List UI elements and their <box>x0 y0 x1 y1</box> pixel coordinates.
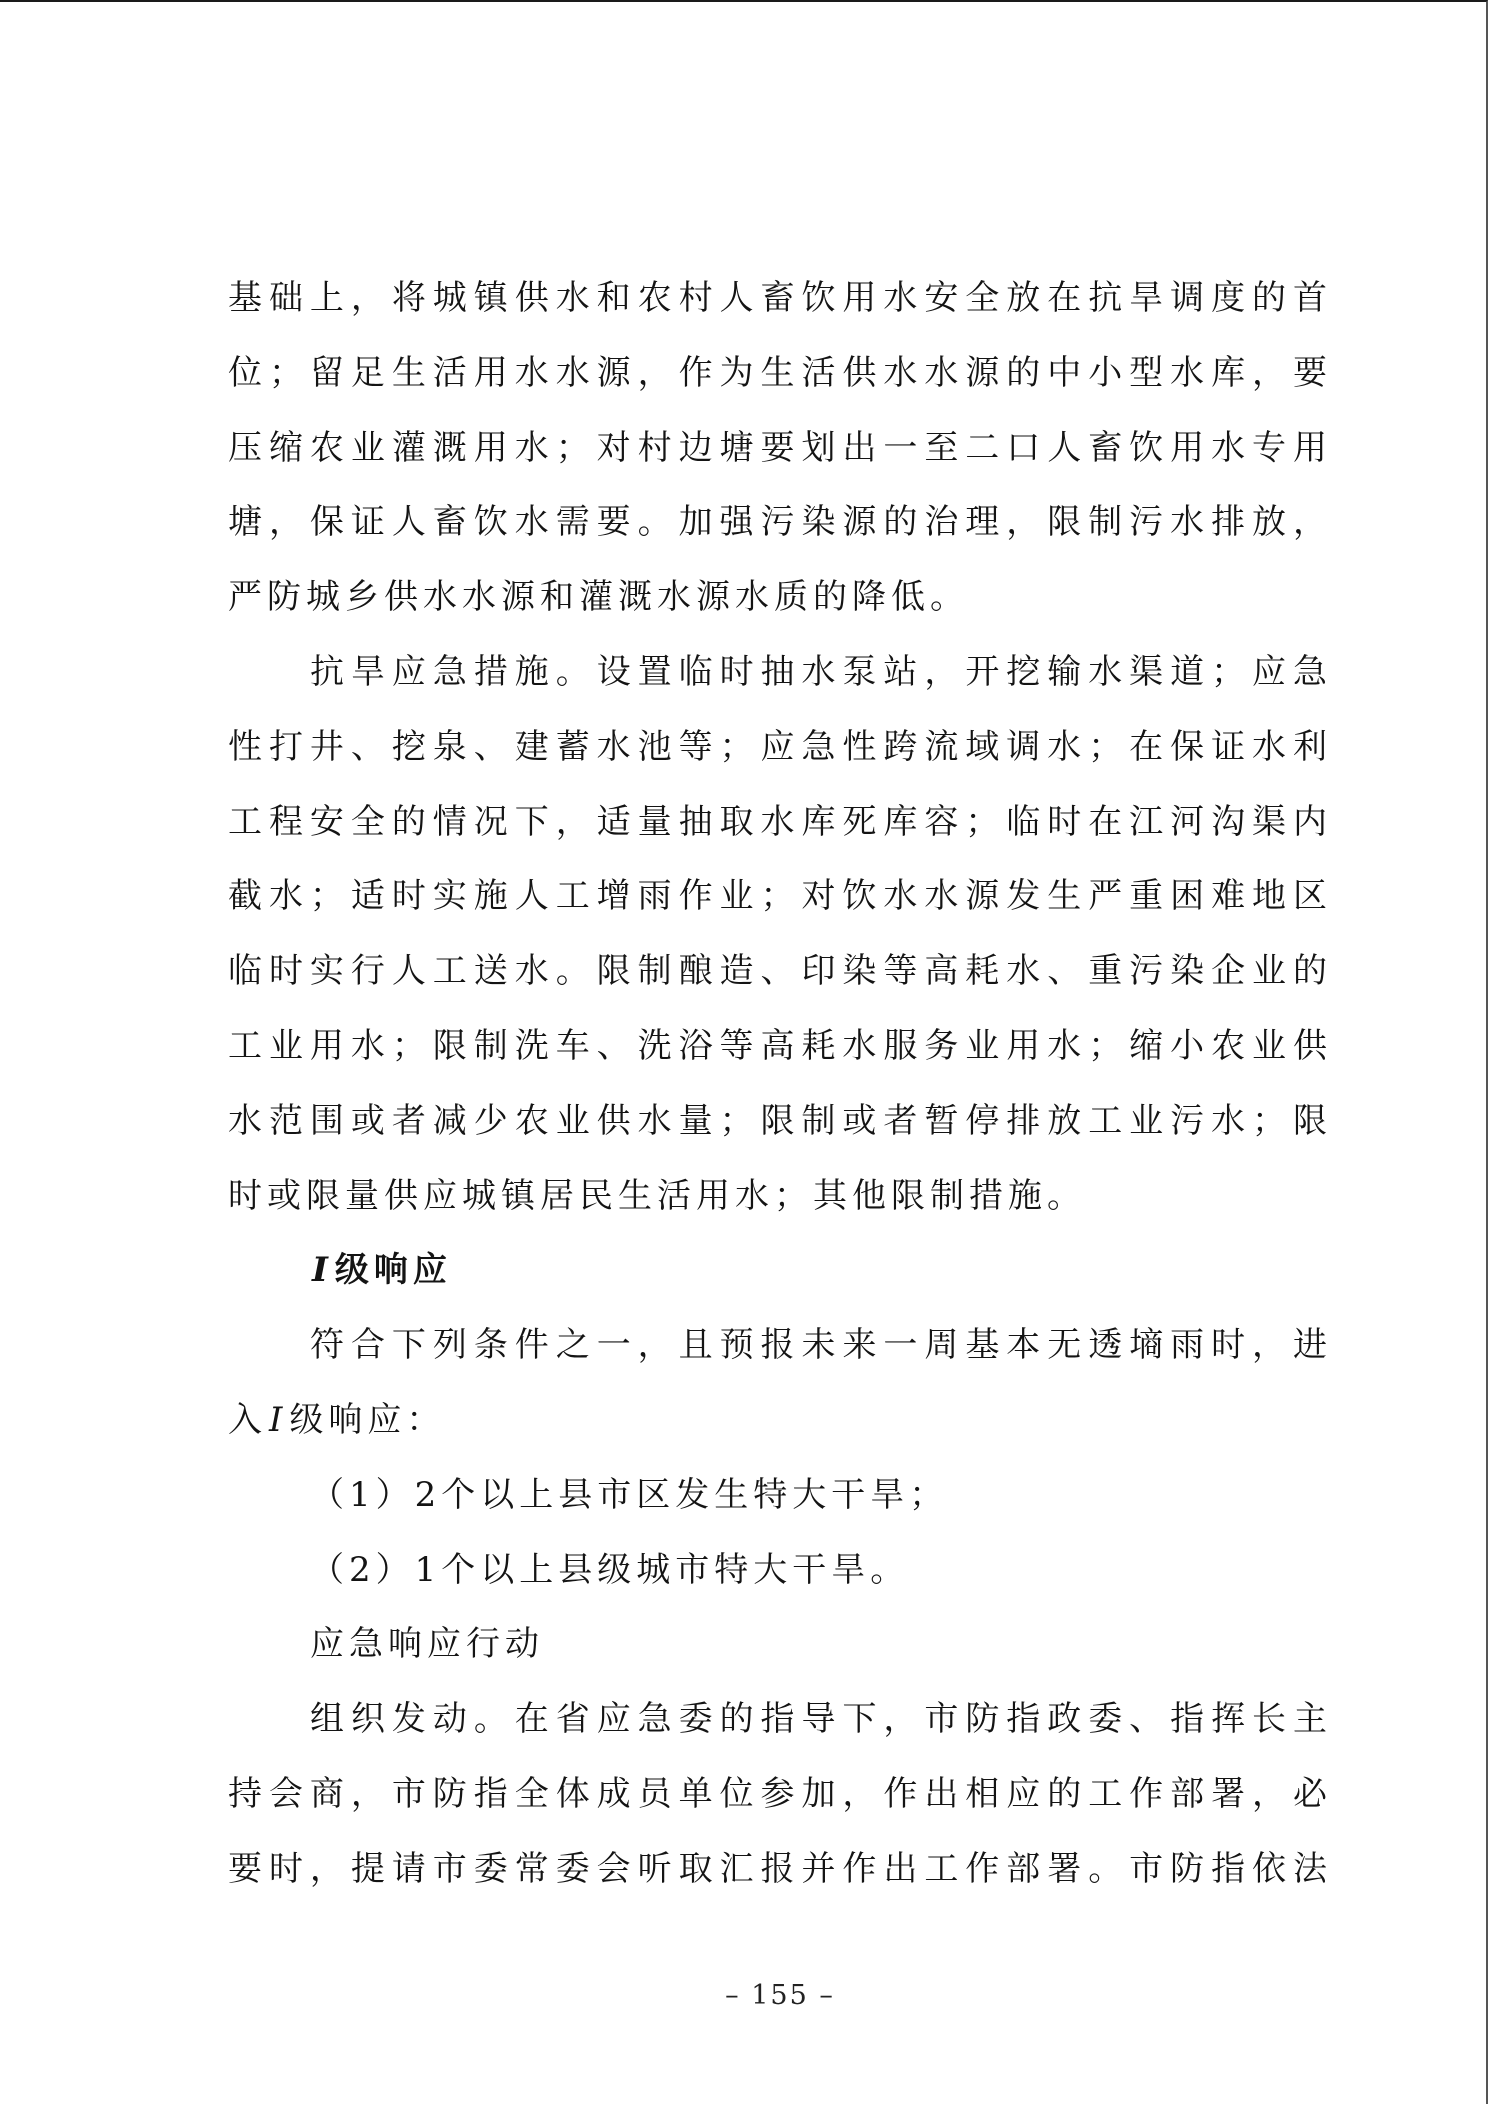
body-line: 截水；适时实施人工增雨作业；对饮水水源发生严重困难地区 <box>228 876 1332 917</box>
body-line: 时或限量供应城镇居民生活用水；其他限制措施。 <box>228 1175 1086 1216</box>
body-line: 位；留足生活用水水源，作为生活供水水源的中小型水库，要 <box>228 352 1332 393</box>
body-line: 水范围或者减少农业供水量；限制或者暂停排放工业污水；限 <box>228 1100 1332 1141</box>
line-text: 级响应： <box>289 1399 446 1440</box>
condition-item: （1）2个以上县市区发生特大干旱； <box>310 1474 949 1515</box>
line-text: 入 <box>228 1399 267 1440</box>
paragraph-emergency-measures <box>228 635 1332 1233</box>
body-line: 工业用水；限制洗车、洗浴等高耗水服务业用水；缩小农业供 <box>228 1025 1332 1066</box>
roman-numeral: I <box>312 1250 333 1291</box>
body-line: 性打井、挖泉、建蓄水池等；应急性跨流域调水；在保证水利 <box>228 726 1332 767</box>
body-line: 组织发动。在省应急委的指导下，市防指政委、指挥长主 <box>310 1699 1332 1740</box>
body-line: 塘，保证人畜饮水需要。加强污染源的治理，限制污水排放， <box>228 502 1332 543</box>
document-body <box>228 261 1332 1907</box>
body-line: 持会商，市防指全体成员单位参加，作出相应的工作部署，必 <box>228 1773 1332 1814</box>
body-line: 抗旱应急措施。设置临时抽水泵站，开挖输水渠道；应急 <box>310 651 1332 692</box>
section-heading-level-response <box>228 1233 1332 1308</box>
paragraph-organize-mobilize <box>228 1682 1332 1906</box>
body-line: 压缩农业灌溉用水；对村边塘要划出一至二口人畜饮用水专用 <box>228 427 1332 468</box>
section-heading-response-actions: 应急响应行动 <box>310 1624 544 1665</box>
condition-item: （2）1个以上县级城市特大干旱。 <box>310 1549 910 1590</box>
paragraph-water-safety <box>228 261 1332 635</box>
body-line: 工程安全的情况下，适量抽取水库死库容；临时在江河沟渠内 <box>228 801 1332 842</box>
page-number: – 155 – <box>725 1980 835 2011</box>
body-line <box>228 1383 1332 1458</box>
heading-text: 级响应 <box>334 1250 452 1291</box>
paragraph-response-conditions <box>228 1308 1332 1458</box>
body-line: 严防城乡供水水源和灌溉水源水质的降低。 <box>228 577 969 618</box>
body-line: 要时，提请市委常委会听取汇报并作出工作部署。市防指依法 <box>228 1848 1332 1889</box>
body-line: 符合下列条件之一，且预报未来一周基本无透墒雨时，进 <box>310 1325 1332 1366</box>
condition-list <box>228 1458 1332 1608</box>
body-line: 临时实行人工送水。限制酿造、印染等高耗水、重污染企业的 <box>228 951 1332 992</box>
roman-numeral: I <box>269 1399 288 1440</box>
body-line: 基础上，将城镇供水和农村人畜饮用水安全放在抗旱调度的首 <box>228 278 1332 318</box>
